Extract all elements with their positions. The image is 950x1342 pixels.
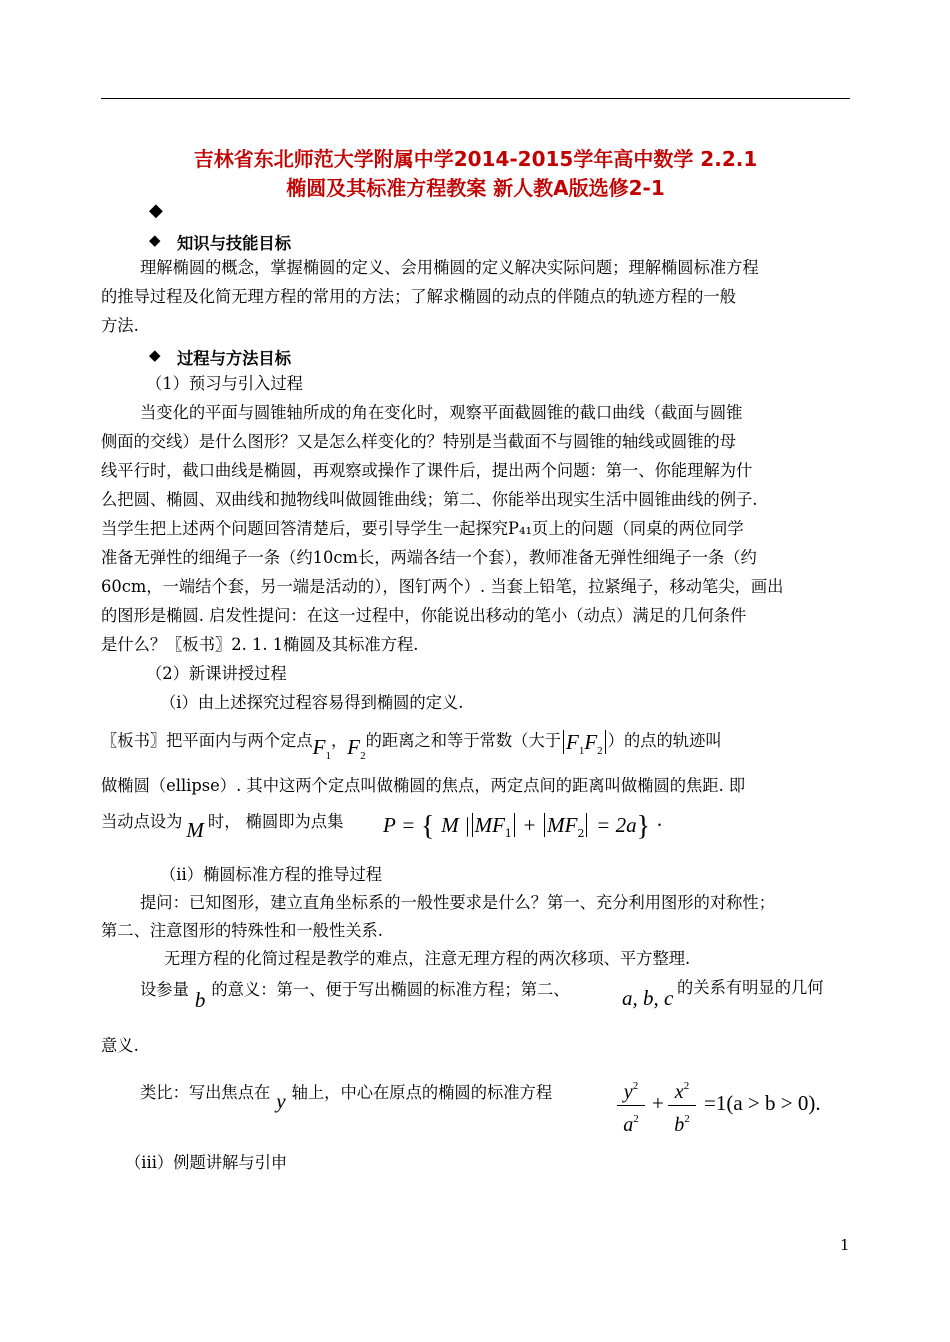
page-number: 1 bbox=[840, 1236, 850, 1254]
param-b-line2: 意义. bbox=[101, 1036, 139, 1055]
step1-line: 么把圆、椭圆、双曲线和抛物线叫做圆锥曲线；第二、你能举出现实生活中圆锥曲线的例子. bbox=[101, 490, 758, 509]
step1-line: 60cm，一端结个套，另一端是活动的），图钉两个）. 当套上铅笔，拉紧绳子，移动笔尖，画出 bbox=[101, 577, 784, 596]
step2-ii: （ii）椭圆标准方程的推导过程 bbox=[160, 865, 383, 884]
knowledge-line: 的推导过程及化简无理方程的常用的方法；了解求椭圆的动点的伴随点的轨迹方程的一般 bbox=[101, 287, 736, 306]
knowledge-line: 方法. bbox=[101, 316, 139, 335]
definition-line: 当动点设为 M 时， 椭圆即为点集 bbox=[101, 812, 344, 842]
fraction-x2-b2: $x^2$ $b^2$ bbox=[668, 1075, 696, 1136]
param-b-line-end: 的关系有明显的几何 bbox=[677, 978, 824, 997]
step2-iii: （iii）例题讲解与引申 bbox=[125, 1153, 288, 1172]
process-heading: 过程与方法目标 bbox=[177, 349, 291, 368]
diamond-bullet-icon: ◆ bbox=[149, 200, 163, 221]
equation-rhs: =1(a > b > 0). bbox=[704, 1091, 821, 1115]
step1-line: 是什么？〖板书〗2. 1. 1椭圆及其标准方程. bbox=[101, 635, 419, 654]
document-title-line2: 椭圆及其标准方程教案 新人教A版选修2-1 bbox=[286, 176, 665, 200]
document-title-line1: 吉林省东北师范大学附属中学2014-2015学年高中数学 2.2.1 bbox=[193, 147, 758, 171]
analogy-line: 类比：写出焦点在 y 轴上，中心在原点的椭圆的标准方程 bbox=[140, 1083, 553, 1113]
plus-sign: + bbox=[652, 1091, 664, 1115]
step1-line: 准备无弹性的细绳子一条（约10cm长，两端各结一个套），教师准备无弹性细绳子一条（约 bbox=[101, 548, 757, 567]
ii-line: 提问：已知图形，建立直角坐标系的一般性要求是什么？第一、充分利用图形的对称性； bbox=[140, 893, 775, 912]
distance-F1F2: $F_1F_2$ bbox=[561, 730, 608, 754]
focus-F1: $F_1$ bbox=[312, 735, 331, 762]
step1-heading: （1）预习与引入过程 bbox=[146, 374, 303, 393]
step2-i: （i）由上述探究过程容易得到椭圆的定义. bbox=[160, 693, 464, 712]
ii-line: 无理方程的化简过程是教学的难点，注意无理方程的两次移项、平方整理. bbox=[164, 949, 691, 968]
point-M: M bbox=[186, 818, 204, 842]
knowledge-line: 理解椭圆的概念，掌握椭圆的定义、会用椭圆的定义解决实际问题；理解椭圆标准方程 bbox=[140, 258, 759, 277]
fraction-y2-a2: $y^2$ $a^2$ bbox=[617, 1075, 645, 1136]
step1-line: 线平行时，截口曲线是椭圆，再观察或操作了课件后，提出两个问题：第一、你能理解为什 bbox=[101, 461, 753, 480]
definition-line: 〖板书〗把平面内与两个定点$F_1$，$F_2$的距离之和等于常数（大于 $F_1F_2$）的点的轨迹叫 bbox=[101, 730, 722, 762]
step1-line: 的图形是椭圆. 启发性提问：在这一过程中，你能说出移动的笔小（动点）满足的几何条件 bbox=[101, 606, 747, 625]
diamond-bullet-icon: ◆ bbox=[149, 346, 161, 364]
ellipse-set-formula: P = { M | $MF_1 + MF_2 = 2a$} · bbox=[383, 811, 664, 842]
definition-line: 做椭圆（ellipse）. 其中这两个定点叫做椭圆的焦点，两定点间的距离叫做椭圆的焦距. 即 bbox=[101, 776, 746, 795]
knowledge-heading: 知识与技能目标 bbox=[177, 234, 291, 253]
diamond-bullet-icon: ◆ bbox=[149, 231, 161, 249]
param-b-line: 设参量 b 的意义：第一、便于写出椭圆的标准方程；第二、 bbox=[140, 980, 570, 1012]
abc-symbols: a, b, c bbox=[622, 986, 674, 1010]
step1-line: 当学生把上述两个问题回答清楚后，要引导学生一起探究P₄₁页上的问题（同桌的两位同学 bbox=[101, 519, 744, 538]
step2-heading: （2）新课讲授过程 bbox=[146, 664, 287, 683]
ii-line: 第二、注意图形的特殊性和一般性关系. bbox=[101, 921, 383, 940]
step1-line: 侧面的交线）是什么图形？又是怎么样变化的？特别是当截面不与圆锥的轴线或圆锥的母 bbox=[101, 432, 736, 451]
step1-line: 当变化的平面与圆锥轴所成的角在变化时，观察平面截圆锥的截口曲线（截面与圆锥 bbox=[140, 403, 743, 422]
header-rule bbox=[101, 98, 850, 99]
focus-F2: $F_2$ bbox=[347, 735, 366, 762]
